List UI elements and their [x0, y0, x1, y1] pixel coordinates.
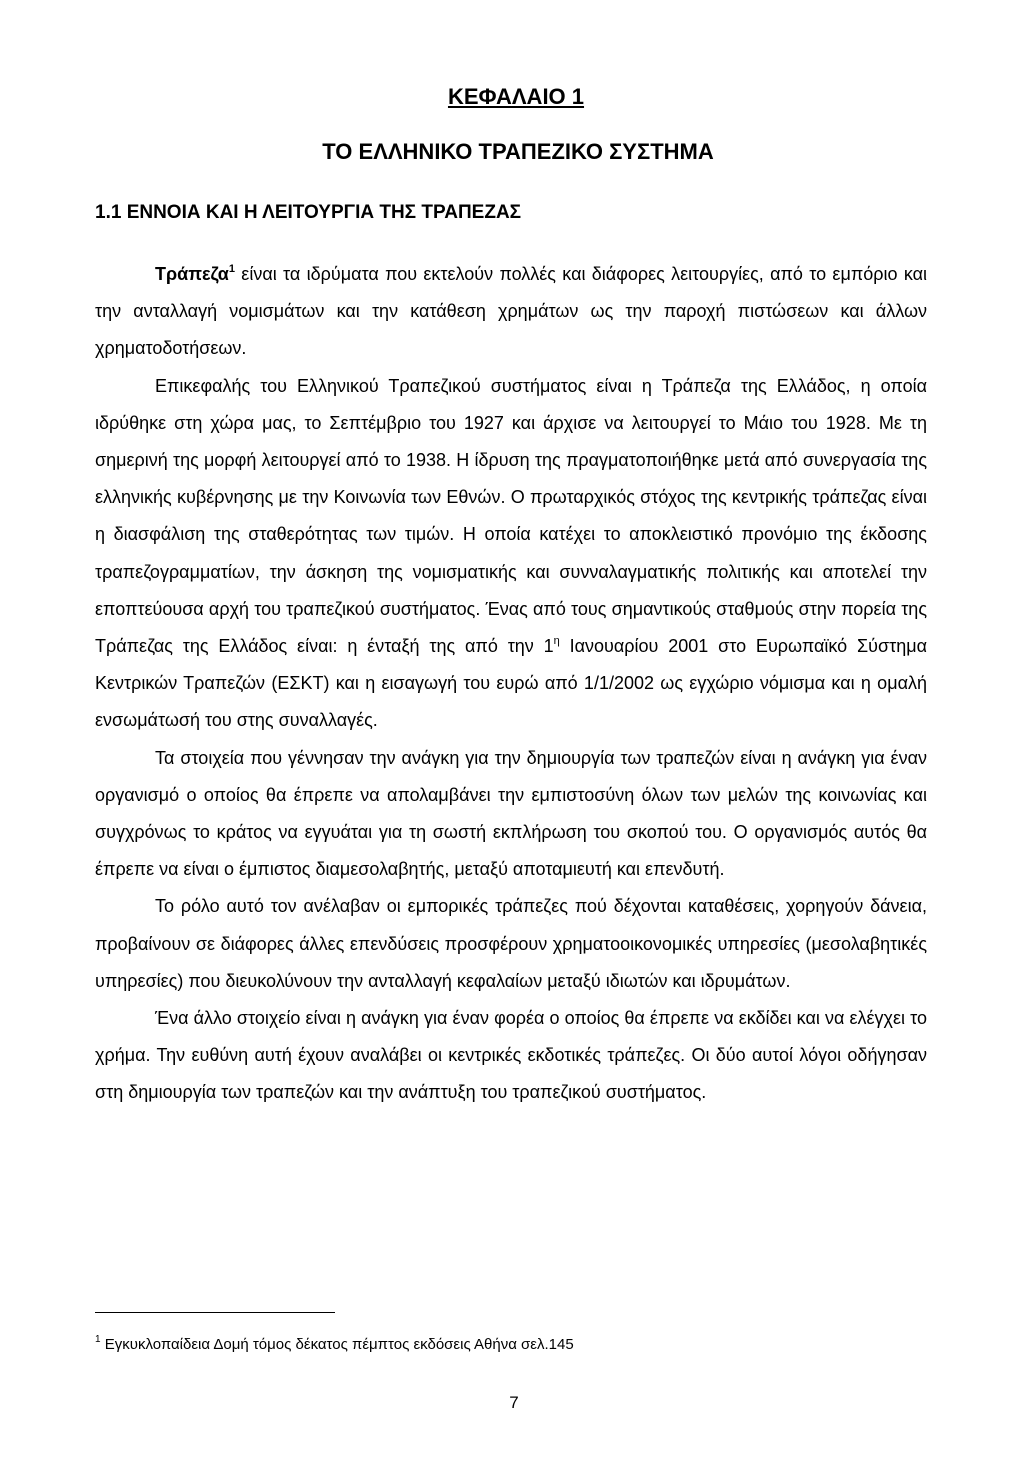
paragraph-2-text-a: Επικεφαλής του Ελληνικού Τραπεζικού συστήματος είναι η Τράπεζα της Ελλάδος, η οποία ιδρύθηκε στη χώρα μας, το Σεπτέμβριο του 1927 και άρχισε να λειτουργεί το Μάιο του 1928. Με τη σημερινή της μορφή λειτουργεί από το 1938. Η ίδρυση της πραγματοποιήθηκε μετά από συνεργασία της ελληνικής κυβέρνησης με την Κοινωνία των Εθνών. Ο πρωταρχικός στόχος της κεντρικής τράπεζας είναι η διασφάλιση της σταθερότητας των τιμών. Η οποία κατέχει το αποκλειστικό προνόμιο της έκδοσης τραπεζογραμματίων, την άσκηση της νομισματικής και συνναλαγματικής πολιτικής και αποτελεί την εποπτεύουσα αρχή του τραπεζικού συστήματος. Ένας από τους σημαντικούς σταθμούς στην πορεία της Τράπεζας της Ελλάδος είναι: η ένταξή της από την 1 [95, 375, 927, 657]
paragraph-5: Ένα άλλο στοιχείο είναι η ανάγκη για έναν φορέα ο οποίος θα έπρεπε να εκδίδει και να ελέγχει το χρήμα. Την ευθύνη αυτή έχουν αναλάβει οι κεντρικές εκδοτικές τράπεζες. Οι δύο αυτοί λόγοι οδήγησαν στη δημιουργία των τραπεζών και την ανάπτυξη του τραπεζικού συστήματος. [95, 1008, 927, 1103]
paragraph-3: Τα στοιχεία που γέννησαν την ανάγκη για την δημιουργία των τραπεζών είναι η ανάγκη για έναν οργανισμό ο οποίος θα έπρεπε να απολαμβάνει την εμπιστοσύνη όλων των μελών της κοινωνίας και συγχρόνως το κράτος να εγγυάται για τη σωστή εκπλήρωση του σκοπού του. Ο οργανισμός αυτός θα έπρεπε να είναι ο έμπιστος διαμεσολαβητής, μεταξύ αποταμιευτή και επενδυτή. [95, 747, 927, 880]
paragraph-1 [95, 256, 927, 368]
paragraph-1-text: είναι τα ιδρύματα που εκτελούν πολλές και διάφορες λειτουργίες, από το εμπόριο και την ανταλλαγή νομισμάτων και την κατάθεση χρημάτων ως την παροχή πιστώσεων και άλλων χρηματοδοτήσεων. [95, 264, 927, 359]
footnote-divider [95, 1312, 335, 1313]
page-number: 7 [509, 1393, 519, 1412]
section-heading: 1.1 ΕΝΝΟΙΑ ΚΑΙ Η ΛΕΙΤΟΥΡΓΙΑ ΤΗΣ ΤΡΑΠΕΖΑΣ [95, 202, 522, 223]
footnote [95, 1336, 574, 1353]
paragraph-lead-term: Τράπεζα [155, 264, 229, 284]
page-title: ΤΟ ΕΛΛΗΝΙΚΟ ΤΡΑΠΕΖΙΚΟ ΣΥΣΤΗΜΑ [322, 139, 714, 164]
paragraph-4: Το ρόλο αυτό τον ανέλαβαν οι εμπορικές τράπεζες πού δέχονται καταθέσεις, χορηγούν δάνεια, προβαίνουν σε διάφορες άλλες επενδύσεις προσφέρουν χρηματοοικονομικές υπηρεσίες (μεσολαβητικές υπηρεσίες) που διευκολύνουν την ανταλλαγή κεφαλαίων μεταξύ ιδιωτών και ιδρυμάτων. [95, 896, 927, 991]
body-text [95, 256, 927, 1112]
footnote-text: Εγκυκλοπαίδεια Δομή τόμος δέκατος πέμπτος εκδόσεις Αθήνα σελ.145 [100, 1336, 574, 1353]
chapter-label: ΚΕΦΑΛΑΙΟ 1 [447, 84, 585, 109]
footnote-reference: 1 [228, 263, 235, 275]
paragraph-2 [95, 368, 927, 740]
footnote-marker: 1 [95, 1334, 101, 1345]
ordinal-superscript: η [553, 635, 560, 648]
paragraph-2-text-b: Ιανουαρίου 2001 στο Ευρωπαϊκό Σύστημα Κεντρικών Τραπεζών (ΕΣΚΤ) και η εισαγωγή του ευρώ από 1/1/2002 ως εγχώριο νόμισμα και η ομαλή ενσωμάτωσή του στης συναλλαγές. [95, 636, 928, 731]
